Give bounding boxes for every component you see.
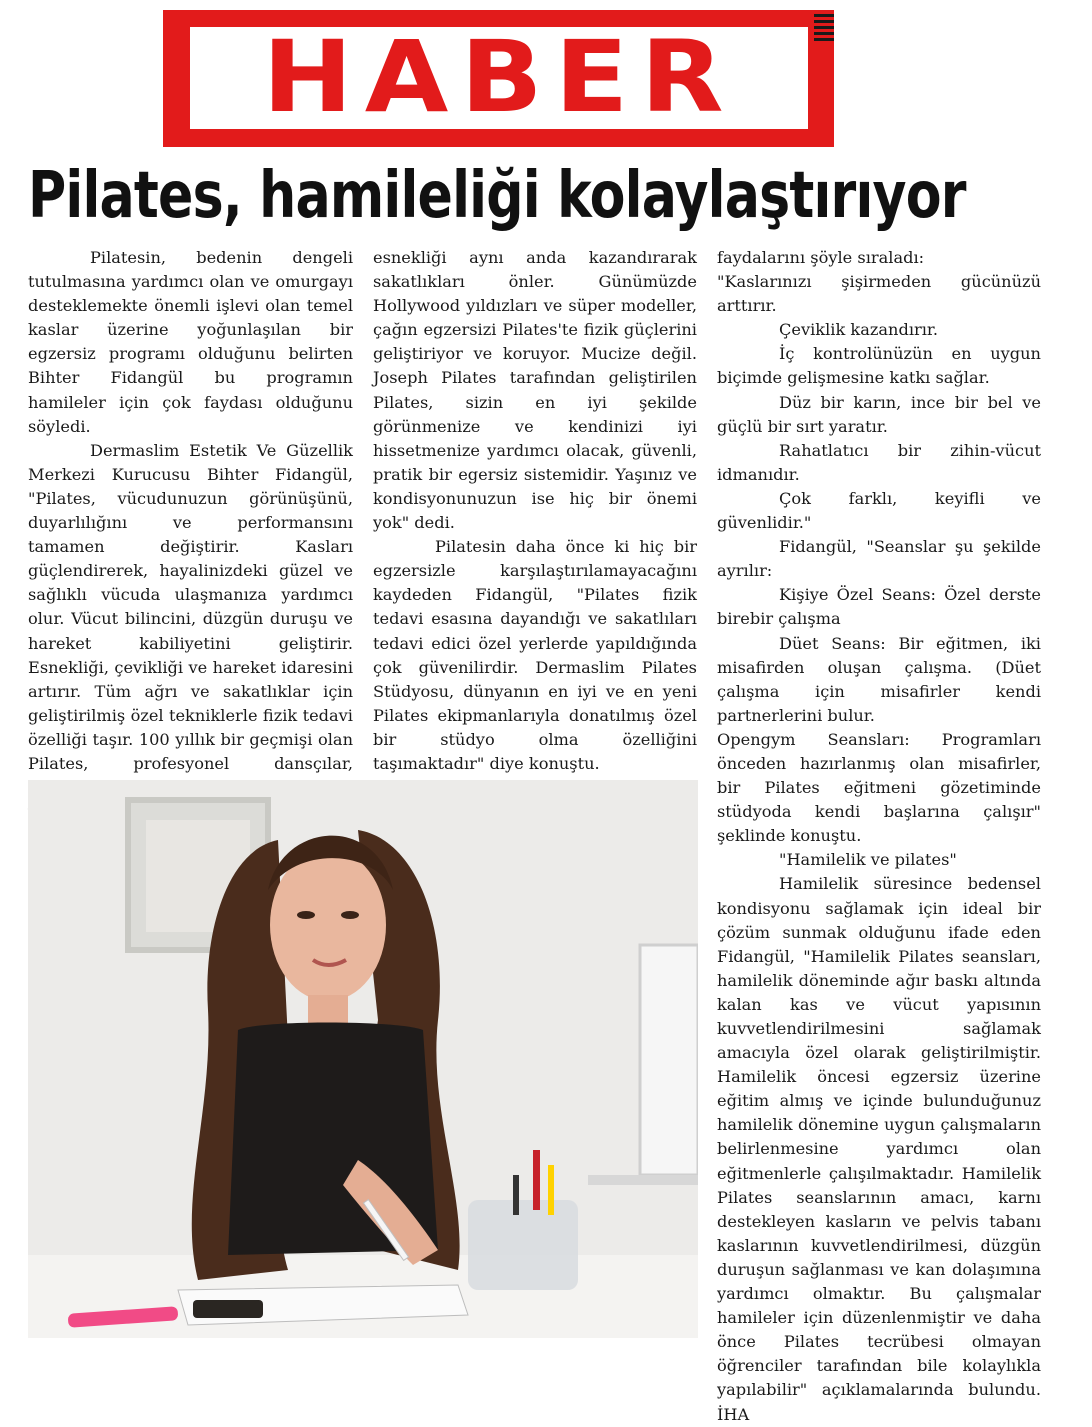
paragraph: faydalarını şöyle sıraladı:: [717, 248, 925, 267]
paragraph: İç kontrolünüzün en uygun biçimde gelişmesine katkı sağlar.: [717, 344, 1041, 388]
paragraph: "Kaslarınızı şişirmeden gücünüzü arttırır.: [717, 272, 1041, 316]
masthead-title: HABER: [262, 20, 736, 136]
masthead-speed-lines: [814, 14, 834, 54]
paragraph: esnekliği aynı anda kazandırarak sakatlıkları önler. Günümüzde Hollywood yıldızları ve süper modeller, çağın egzersizi Pilates'te fizik güçlerini geliştiriyor ve koruyor. Mucize değil. Joseph Pilates tarafından geliştirilen Pilates, sizin en iyi şekilde görünmenize ve kendinizi iyi hissetmenize yardımcı olacak, güvenli, pratik bir egersiz sistemidir. Yaşınız ve kondisyonunuzun ise hiç bir önemi yok" dedi.: [373, 248, 697, 533]
paragraph: Çeviklik kazandırır.: [779, 320, 939, 340]
paragraph: Kişiye Özel Seans: Özel derste birebir çalışma: [717, 585, 1041, 629]
article-photo: [28, 780, 698, 1338]
paragraph: Rahatlatıcı bir zihin-vücut idmanıdır.: [717, 440, 1041, 484]
masthead-logo: [163, 10, 834, 147]
masthead-inner: [190, 20, 808, 136]
photo-illustration: [28, 780, 698, 1338]
article-column-2: [373, 246, 697, 800]
article-column-1: [28, 246, 353, 824]
paragraph: Dermaslim Estetik Ve Güzellik Merkezi Kurucusu Bihter Fidangül, "Pilates, vücudunuzun görünüşünü, duyarlılığını ve performansını tamamen değiştirir. Kasları güçlendirerek, hayalinizdeki güzel ve sağlıklı vücuda ulaşmanıza yardımcı olur. Vücut bilincini, düzgün duruşu ve hareket kabiliyetini geliştirir. Esnekliği, çevikliği ve hareket idaresini artırır. Tüm ağrı ve sakatlıklar için geliştirilmiş özel tekniklerle fizik tedavi özelliği taşır. 100 yıllık bir geçmişi olan Pilates, profesyonel dansçılar,: [28, 440, 353, 773]
paragraph: Opengym Seansları: Programları önceden hazırlanmış olan misafirler, bir Pilates eğitmeni gözetiminde stüdyoda kendi başlarına çalışır" şeklinde konuştu.: [717, 729, 1041, 846]
paragraph: Düet Seans: Bir eğitmen, iki misafirden oluşan çalışma. (Düet çalışma için misafirler kendi partnerlerini bulur.: [717, 633, 1041, 725]
paragraph: Çok farklı, keyifli ve güvenlidir.": [717, 488, 1041, 533]
paragraph: Hamilelik süresince bedensel kondisyonu sağlamak için ideal bir çözüm sunmak olduğunu ifade eden Fidangül, "Hamilelik Pilates seansları, hamilelik döneminde ağır baskı altında kalan kas ve vücut yapısının kuvvetlendirilmesini sağlamak amacıyla özel olarak geliştirilmiştir. Hamilelik öncesi egzersiz üzerine eğitim almış ve içinde bulunduğunuz hamilelik dönemine uygun çalışmaların belirlenmesine yardımcı olan eğitmenlerle çalışılmaktadır. Hamilelik Pilates seanslarının amacı, karnı destekleyen kasların ve pelvis tabanı kaslarının kuvvetlendirilmesi, düzgün duruşun sağlanması ve kan dolaşımına yardımcı olmaktır. Bu çalışmalar hamileler için düzenlenmiştir ve daha önce Pilates tecrübesi olmayan öğrenciler tarafından bile kolaylıkla yapılabilir" açıklamalarında bulundu. İHA: [717, 874, 1041, 1424]
article-column-3: [717, 246, 1041, 1427]
paragraph: Fidangül, "Seanslar şu şekilde ayrılır:: [717, 537, 1041, 581]
paragraph: Pilatesin, bedenin dengeli tutulmasına yardımcı olan ve omurgayı desteklemekte önemli işlevi olan temel kaslar üzerine yoğunlaşılan bir egzersiz programı olduğunu belirten Bihter Fidangül bu programın hamileler için çok faydası olduğunu söyledi.: [28, 248, 353, 436]
paragraph: Düz bir karın, ince bir bel ve güçlü bir sırt yaratır.: [717, 392, 1041, 436]
article-headline: Pilates, hamileliği kolaylaştırıyor: [28, 159, 966, 233]
paragraph: Pilatesin daha önce ki hiç bir egzersizle karşılaştırılamayacağını kaydeden Fidangül, "Pilates fizik tedavi esasına dayandığı ve sakatlıları tedavi edici özel yerlerde yapıldığında çok güvenilirdir. Dermaslim Pilates Stüdyosu, dünyanın en iyi ve en yeni Pilates ekipmanlarıyla donatılmış özel bir stüdyo olma özelliğini taşımaktadır" diye konuştu.: [373, 537, 697, 773]
subheading: "Hamilelik ve pilates": [779, 850, 957, 870]
